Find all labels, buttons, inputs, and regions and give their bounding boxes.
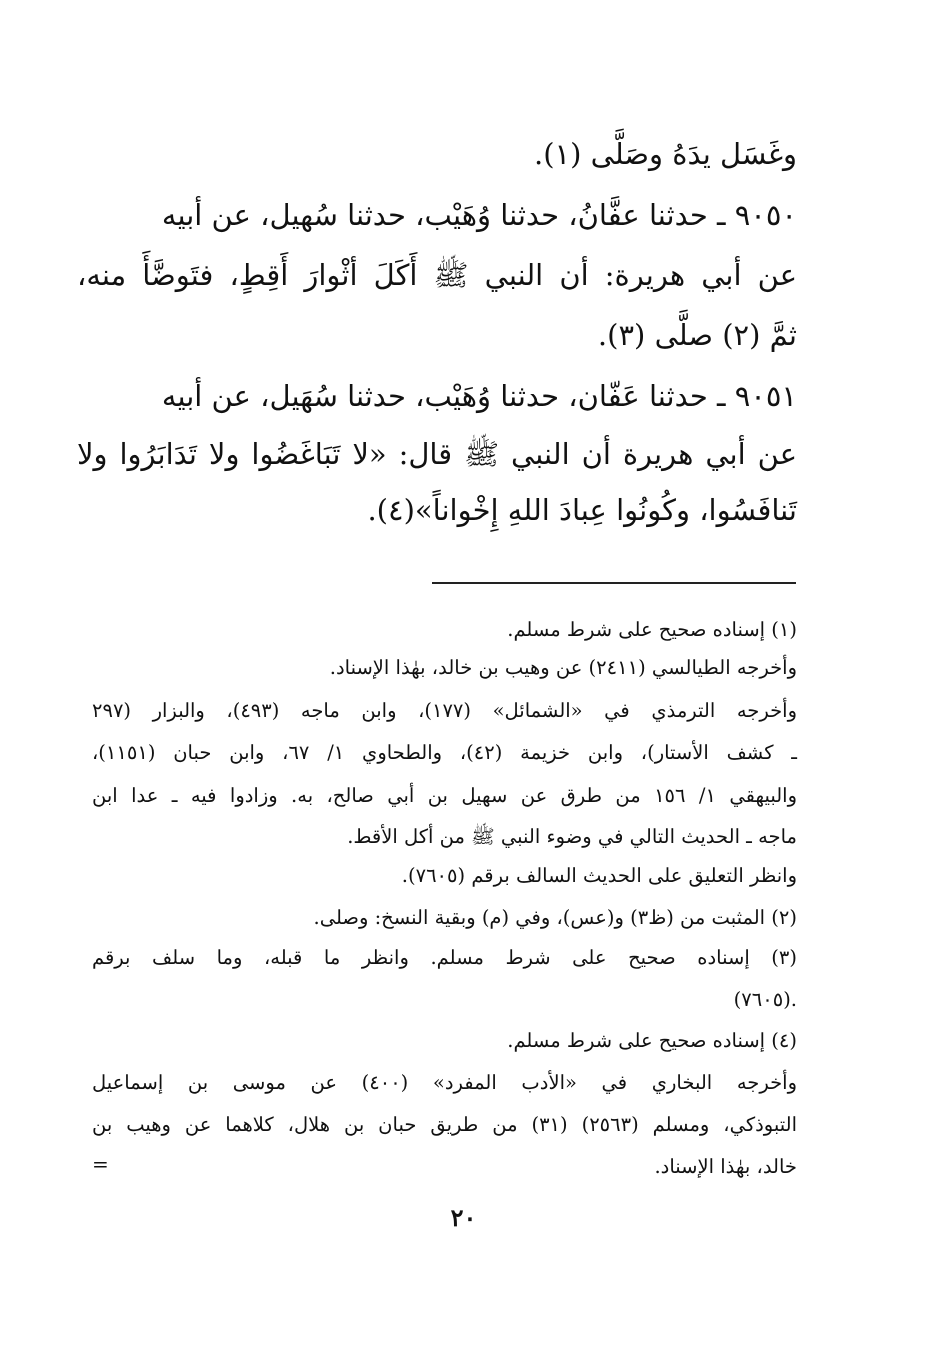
hadith-text-line: وغَسَل يدَهُ وصَلَّى (١). (534, 137, 797, 171)
footnote-1-text: والبيهقي ١/ ١٥٦ من طرق عن سهيل بن أبي صالح، به. وزادوا فيه ـ عدا ابن (92, 784, 797, 807)
hadith-9050-matn: عن أبي هريرة: أن النبي ﷺ أَكَلَ أثْوارَ أَقِطٍ، فتَوضَّأَ منه، (77, 258, 797, 292)
hadith-9051-matn: عن أبي هريرة أن النبي ﷺ قال: «لا تَبَاغَضُوا ولا تَدَابَرُوا ولا (77, 437, 797, 471)
hadith-9050-matn-end: ثمَّ (٢) صلَّى (٣). (597, 318, 797, 352)
footnote-1-text: ماجه ـ الحديث التالي في وضوء النبي ﷺ من أكل الأقط. (347, 825, 797, 848)
footnote-4: (٤) إسناده صحيح على شرط مسلم. (507, 1029, 797, 1052)
footnote-3-text: (٧٦٠٥). (733, 988, 797, 1011)
footnote-1-text: ـ كشف الأستار)، وابن خزيمة (٤٢)، والطحاوي ١/ ٦٧، وابن حبان (١١٥١)، (92, 741, 797, 764)
footnote-4-text: خالد، بهٰذا الإسناد. (654, 1155, 797, 1178)
footnote-1-text: وأخرجه الطيالسي (٢٤١١) عن وهيب بن خالد، بهٰذا الإسناد. (329, 656, 797, 679)
footnote-3: (٣) إسناده صحيح على شرط مسلم. وانظر ما قبله، وما سلف برقم (92, 946, 797, 969)
footnote-2: (٢) المثبت من (ظ٣) و(عس)، وفي (م) وبقية النسخ: وصلى. (313, 906, 797, 929)
footnote-4-text: وأخرجه البخاري في «الأدب المفرد» (٤٠٠) عن موسى بن إسماعيل (92, 1071, 797, 1094)
footnote-4-text: التبوذكي، ومسلم (٢٥٦٣) (٣١) من طريق حبان بن هلال، كلاهما عن وهيب بن (92, 1113, 797, 1136)
page-number: ٢٠ (450, 1203, 477, 1232)
footnote-1: (١) إسناده صحيح على شرط مسلم. (507, 618, 797, 641)
footnote-1-text: وأخرجه الترمذي في «الشمائل» (١٧٧)، وابن ماجه (٤٩٣)، والبزار (٢٩٧ (92, 699, 797, 722)
footnote-separator (432, 582, 796, 584)
footnote-1-text: وانظر التعليق على الحديث السالف برقم (٧٦٠٥). (401, 864, 797, 887)
hadith-9050-isnad: ٩٠٥٠ ـ حدثنا عفَّانُ، حدثنا وُهَيْب، حدثنا سُهيل، عن أبيه (161, 198, 797, 232)
continuation-mark: = (92, 1152, 109, 1176)
hadith-9051-matn-end: تَنافَسُوا، وكُونُوا عِبادَ اللهِ إِخْواناً»(٤). (367, 493, 797, 527)
hadith-9051-isnad: ٩٠٥١ ـ حدثنا عَفّان، حدثنا وُهَيْب، حدثنا سُهَيل، عن أبيه (161, 379, 797, 413)
